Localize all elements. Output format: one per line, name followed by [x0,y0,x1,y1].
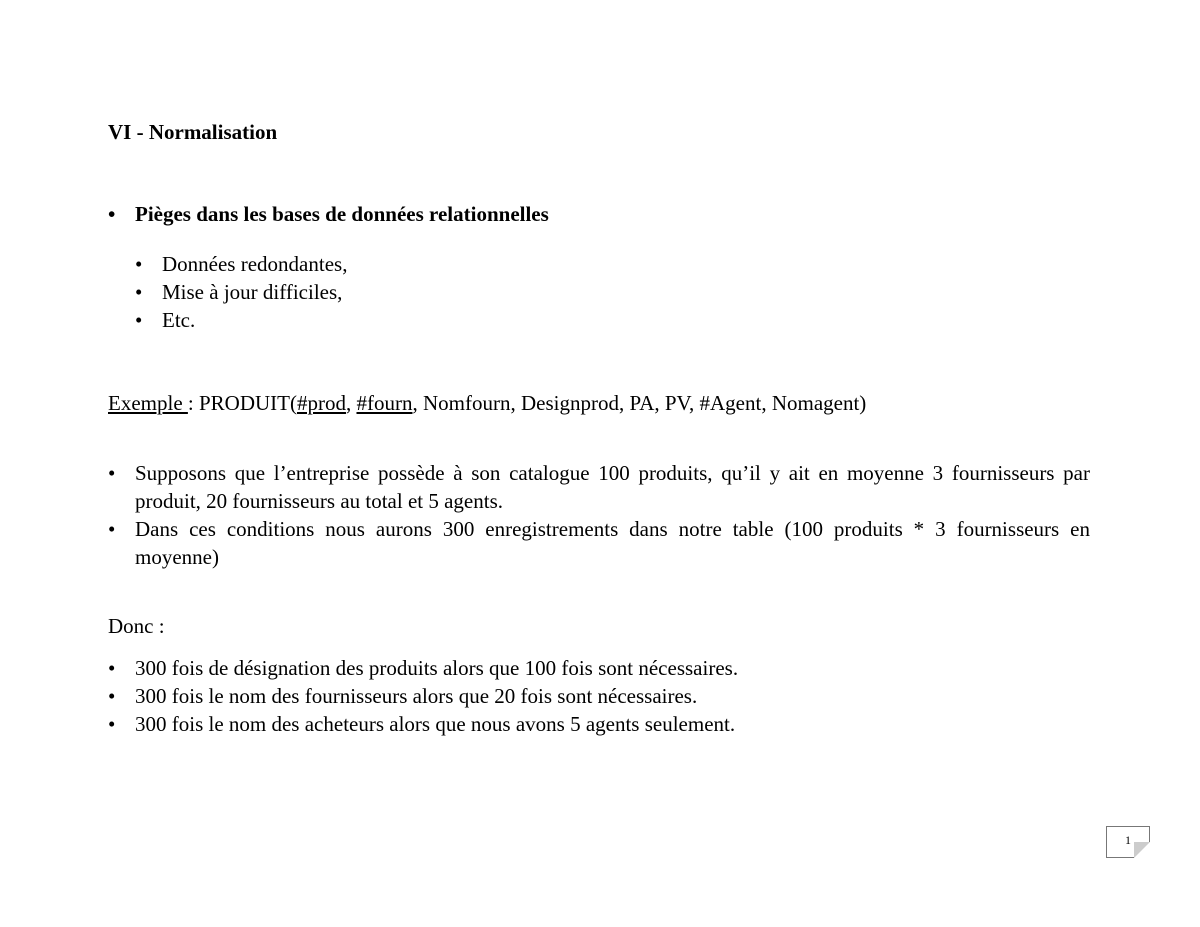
pitfalls-heading: • Pièges dans les bases de données relationnelles [108,200,1090,228]
example-key-fourn: #fourn [356,391,413,415]
assumptions-list [108,459,1090,571]
page-number-box [1106,826,1150,858]
list-item: • Dans ces conditions nous aurons 300 enregistrements dans notre table (100 produits * 3 fournisseurs en moyenne) [108,515,1090,571]
conclusion-list [108,654,1090,738]
page-fold-icon [1134,842,1150,858]
list-item: • 300 fois de désignation des produits alors que 100 fois sont nécessaires. [108,654,1090,682]
list-item: • 300 fois le nom des acheteurs alors que nous avons 5 agents seulement. [108,710,1090,738]
list-item: • Supposons que l’entreprise possède à son catalogue 100 produits, qu’il y ait en moyenne 3 fournisseurs par produit, 20 fournisseurs au total et 5 agents. [108,459,1090,515]
example-rest: , Nomfourn, Designprod, PA, PV, #Agent, Nomagent) [412,391,867,415]
example-line [108,389,1090,417]
pitfalls-list [108,200,1090,228]
list-item: • Mise à jour difficiles, [135,278,735,306]
list-item: • 300 fois le nom des fournisseurs alors que 20 fois sont nécessaires. [108,682,1090,710]
example-colon: : PRODUIT( [187,391,297,415]
example-label: Exemple [108,391,188,415]
section-title: VI - Normalisation [108,120,278,144]
list-item: • Etc. [135,306,735,334]
page-number: 1 [1125,833,1131,847]
example-key-prod: #prod [296,391,346,415]
conclusion-label: Donc : [108,614,165,638]
example-separator: , [345,391,357,415]
pitfalls-sublist [135,250,735,334]
list-item: • Données redondantes, [135,250,735,278]
